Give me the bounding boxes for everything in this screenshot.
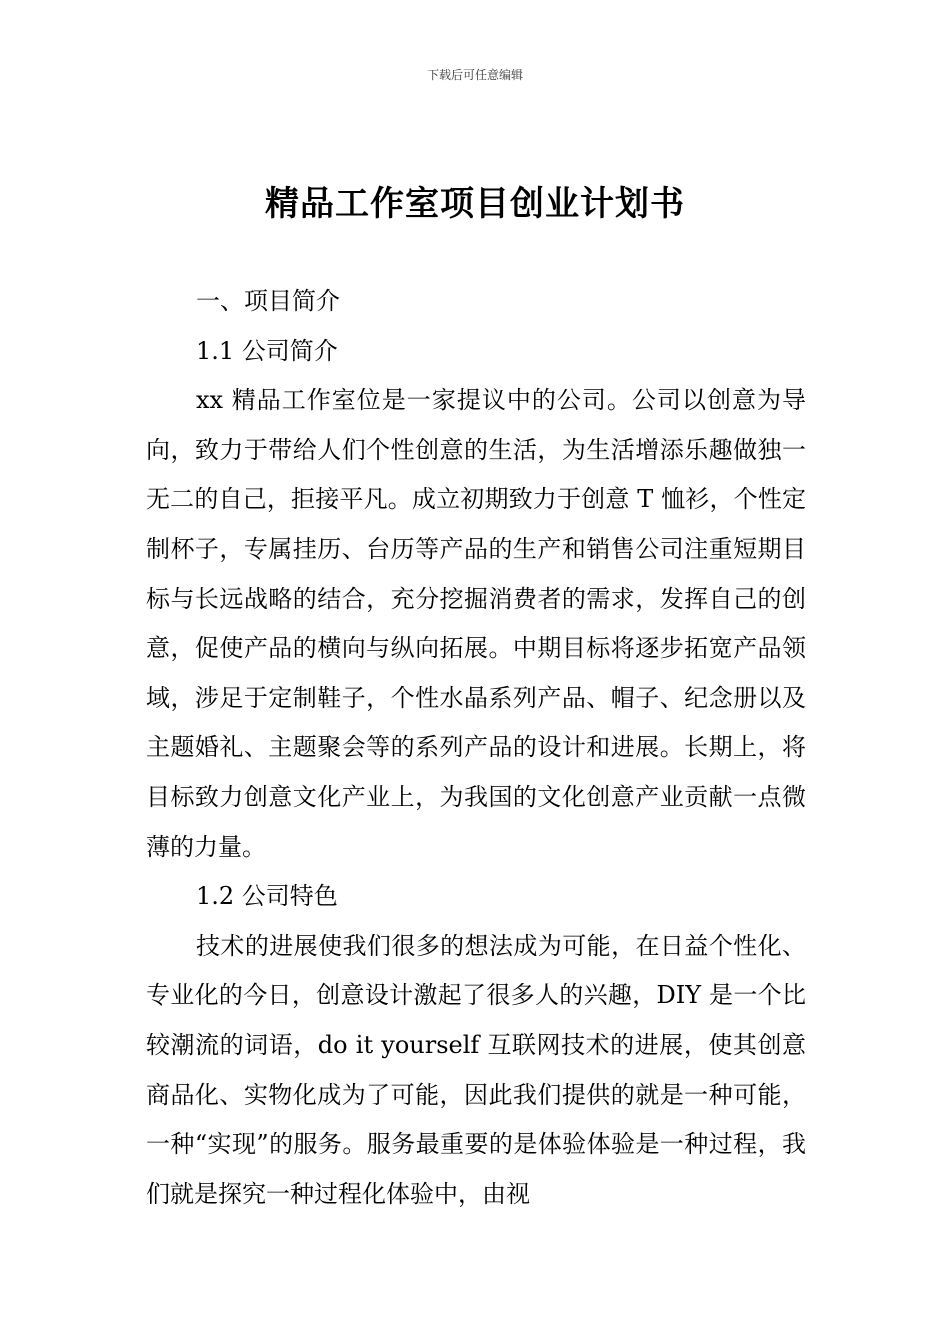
header-note: 下载后可任意编辑 [426,68,523,82]
paragraph-company-features: 技术的进展使我们很多的想法成为可能，在日益个性化、专业化的今日，创意设计激起了很多人的兴趣，DIY 是一个比较潮流的词语，do it yourself 互联网技术的进展，使其创意商品化、实物化成为了可能，因此我们提供的就是一种可能，一种“实现”的服务。服务最重要的是体验体验是一种过程，我们就是探究一种过程化体验中，由视 [146,931,806,1208]
document-body [146,277,806,1219]
paragraph-company-intro: xx 精品工作室位是一家提议中的公司。公司以创意为导向，致力于带给人们个性创意的生活，为生活增添乐趣做独一无二的自己，拒接平凡。成立初期致力于创意 T 恤衫，个性定制杯子，专属挂历、台历等产品的生产和销售公司注重短期目标与长远战略的结合，充分挖掘消费者的需求，发挥自己的创意，促使产品的横向与纵向拓展。中期目标将逐步拓宽产品领域，涉足于定制鞋子，个性水晶系列产品、帽子、纪念册以及主题婚礼、主题聚会等的系列产品的设计和进展。长期上，将目标致力创意文化产业上，为我国的文化创意产业贡献一点微薄的力量。 [146,386,806,861]
subsection-heading-company-intro: 1.1 公司简介 [196,336,338,365]
subsection-heading-company-features: 1.2 公司特色 [196,882,338,911]
section-heading-project-intro: 一、项目简介 [196,287,340,315]
document-title: 精品工作室项目创业计划书 [265,184,685,224]
